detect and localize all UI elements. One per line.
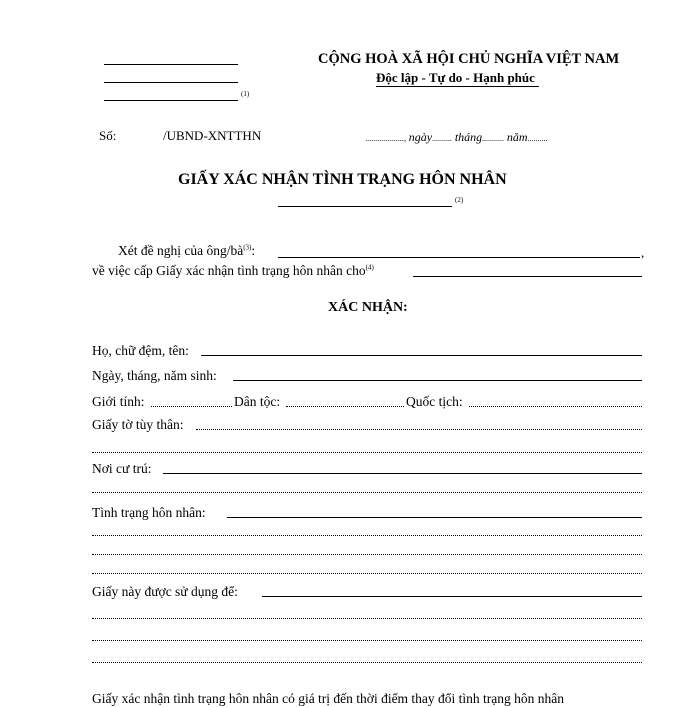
field-marital-label: Tình trạng hôn nhân: (92, 505, 206, 520)
field-residence-label: Nơi cư trú: (92, 461, 152, 476)
field-residence-dots-2 (92, 492, 642, 493)
number-label: Số: (99, 128, 117, 143)
field-id-doc-dots-2 (92, 452, 642, 453)
title-blank-line (278, 206, 452, 207)
field-nationality-label: Quốc tịch: (406, 394, 463, 409)
request-line-1-text: Xét đề nghị của ông/bà (118, 243, 244, 258)
number-code: /UBND-XNTTHN (163, 128, 262, 143)
field-marital-dots-3 (92, 554, 642, 555)
request-line-2-label (92, 263, 374, 279)
confirm-heading: XÁC NHẬN: (328, 300, 408, 315)
date-year-label: năm (506, 130, 528, 144)
agency-line-1 (104, 64, 238, 65)
date-month-label: tháng (454, 130, 483, 144)
field-purpose-line (262, 596, 642, 597)
field-gender-dots (151, 406, 232, 407)
footnote-mark-2: (2) (455, 196, 464, 204)
date-day-dots: .......... (432, 134, 453, 143)
motto: Độc lập - Tự do - Hạnh phúc (376, 70, 535, 85)
field-marital-line (227, 517, 642, 518)
field-id-doc-label: Giấy tờ tùy thân: (92, 417, 184, 432)
field-purpose-dots-4 (92, 662, 642, 663)
request-line-1-comma: , (641, 245, 645, 260)
field-residence-line (163, 473, 642, 474)
footnote-mark-3: (3) (243, 243, 252, 252)
request-line-1-label (118, 243, 255, 259)
date-month-dots: ........... (482, 134, 505, 143)
requester-blank-line (278, 257, 640, 258)
field-marital-dots-4 (92, 573, 642, 574)
subject-blank-line (413, 276, 642, 277)
date-line (366, 130, 548, 145)
date-place-dots: ..................., (366, 134, 406, 143)
field-full-name-line (201, 355, 642, 356)
field-marital-dots-2 (92, 535, 642, 536)
request-line-1-colon: : (251, 243, 256, 258)
footnote-mark-1: (1) (241, 90, 250, 98)
date-year-dots: .......... (527, 134, 548, 143)
field-id-doc-dots (196, 429, 642, 430)
field-purpose-dots-3 (92, 640, 642, 641)
motto-underline (376, 86, 539, 87)
country-name: CỘNG HOÀ XÃ HỘI CHỦ NGHĨA VIỆT NAM (318, 51, 620, 67)
validity-note: Giấy xác nhận tình trạng hôn nhân có giá trị đến thời điểm thay đổi tình trạng hôn nhân (92, 691, 565, 706)
field-ethnicity-label: Dân tộc: (234, 394, 281, 409)
field-dob-line (233, 380, 642, 381)
field-ethnicity-dots (286, 406, 404, 407)
field-nationality-dots (469, 406, 642, 407)
date-day-label: ngày (408, 130, 433, 144)
footnote-mark-4: (4) (365, 263, 374, 272)
field-dob-label: Ngày, tháng, năm sinh: (92, 368, 217, 383)
field-purpose-dots-2 (92, 618, 642, 619)
field-gender-label: Giới tính: (92, 394, 145, 409)
field-full-name-label: Họ, chữ đệm, tên: (92, 343, 189, 358)
document-title: GIẤY XÁC NHẬN TÌNH TRẠNG HÔN NHÂN (178, 171, 507, 188)
request-line-2-text: về việc cấp Giấy xác nhận tình trạng hôn nhân cho (92, 263, 366, 278)
field-purpose-label: Giấy này được sử dụng để: (92, 584, 238, 599)
agency-line-2 (104, 82, 238, 83)
agency-line-3 (104, 100, 238, 101)
